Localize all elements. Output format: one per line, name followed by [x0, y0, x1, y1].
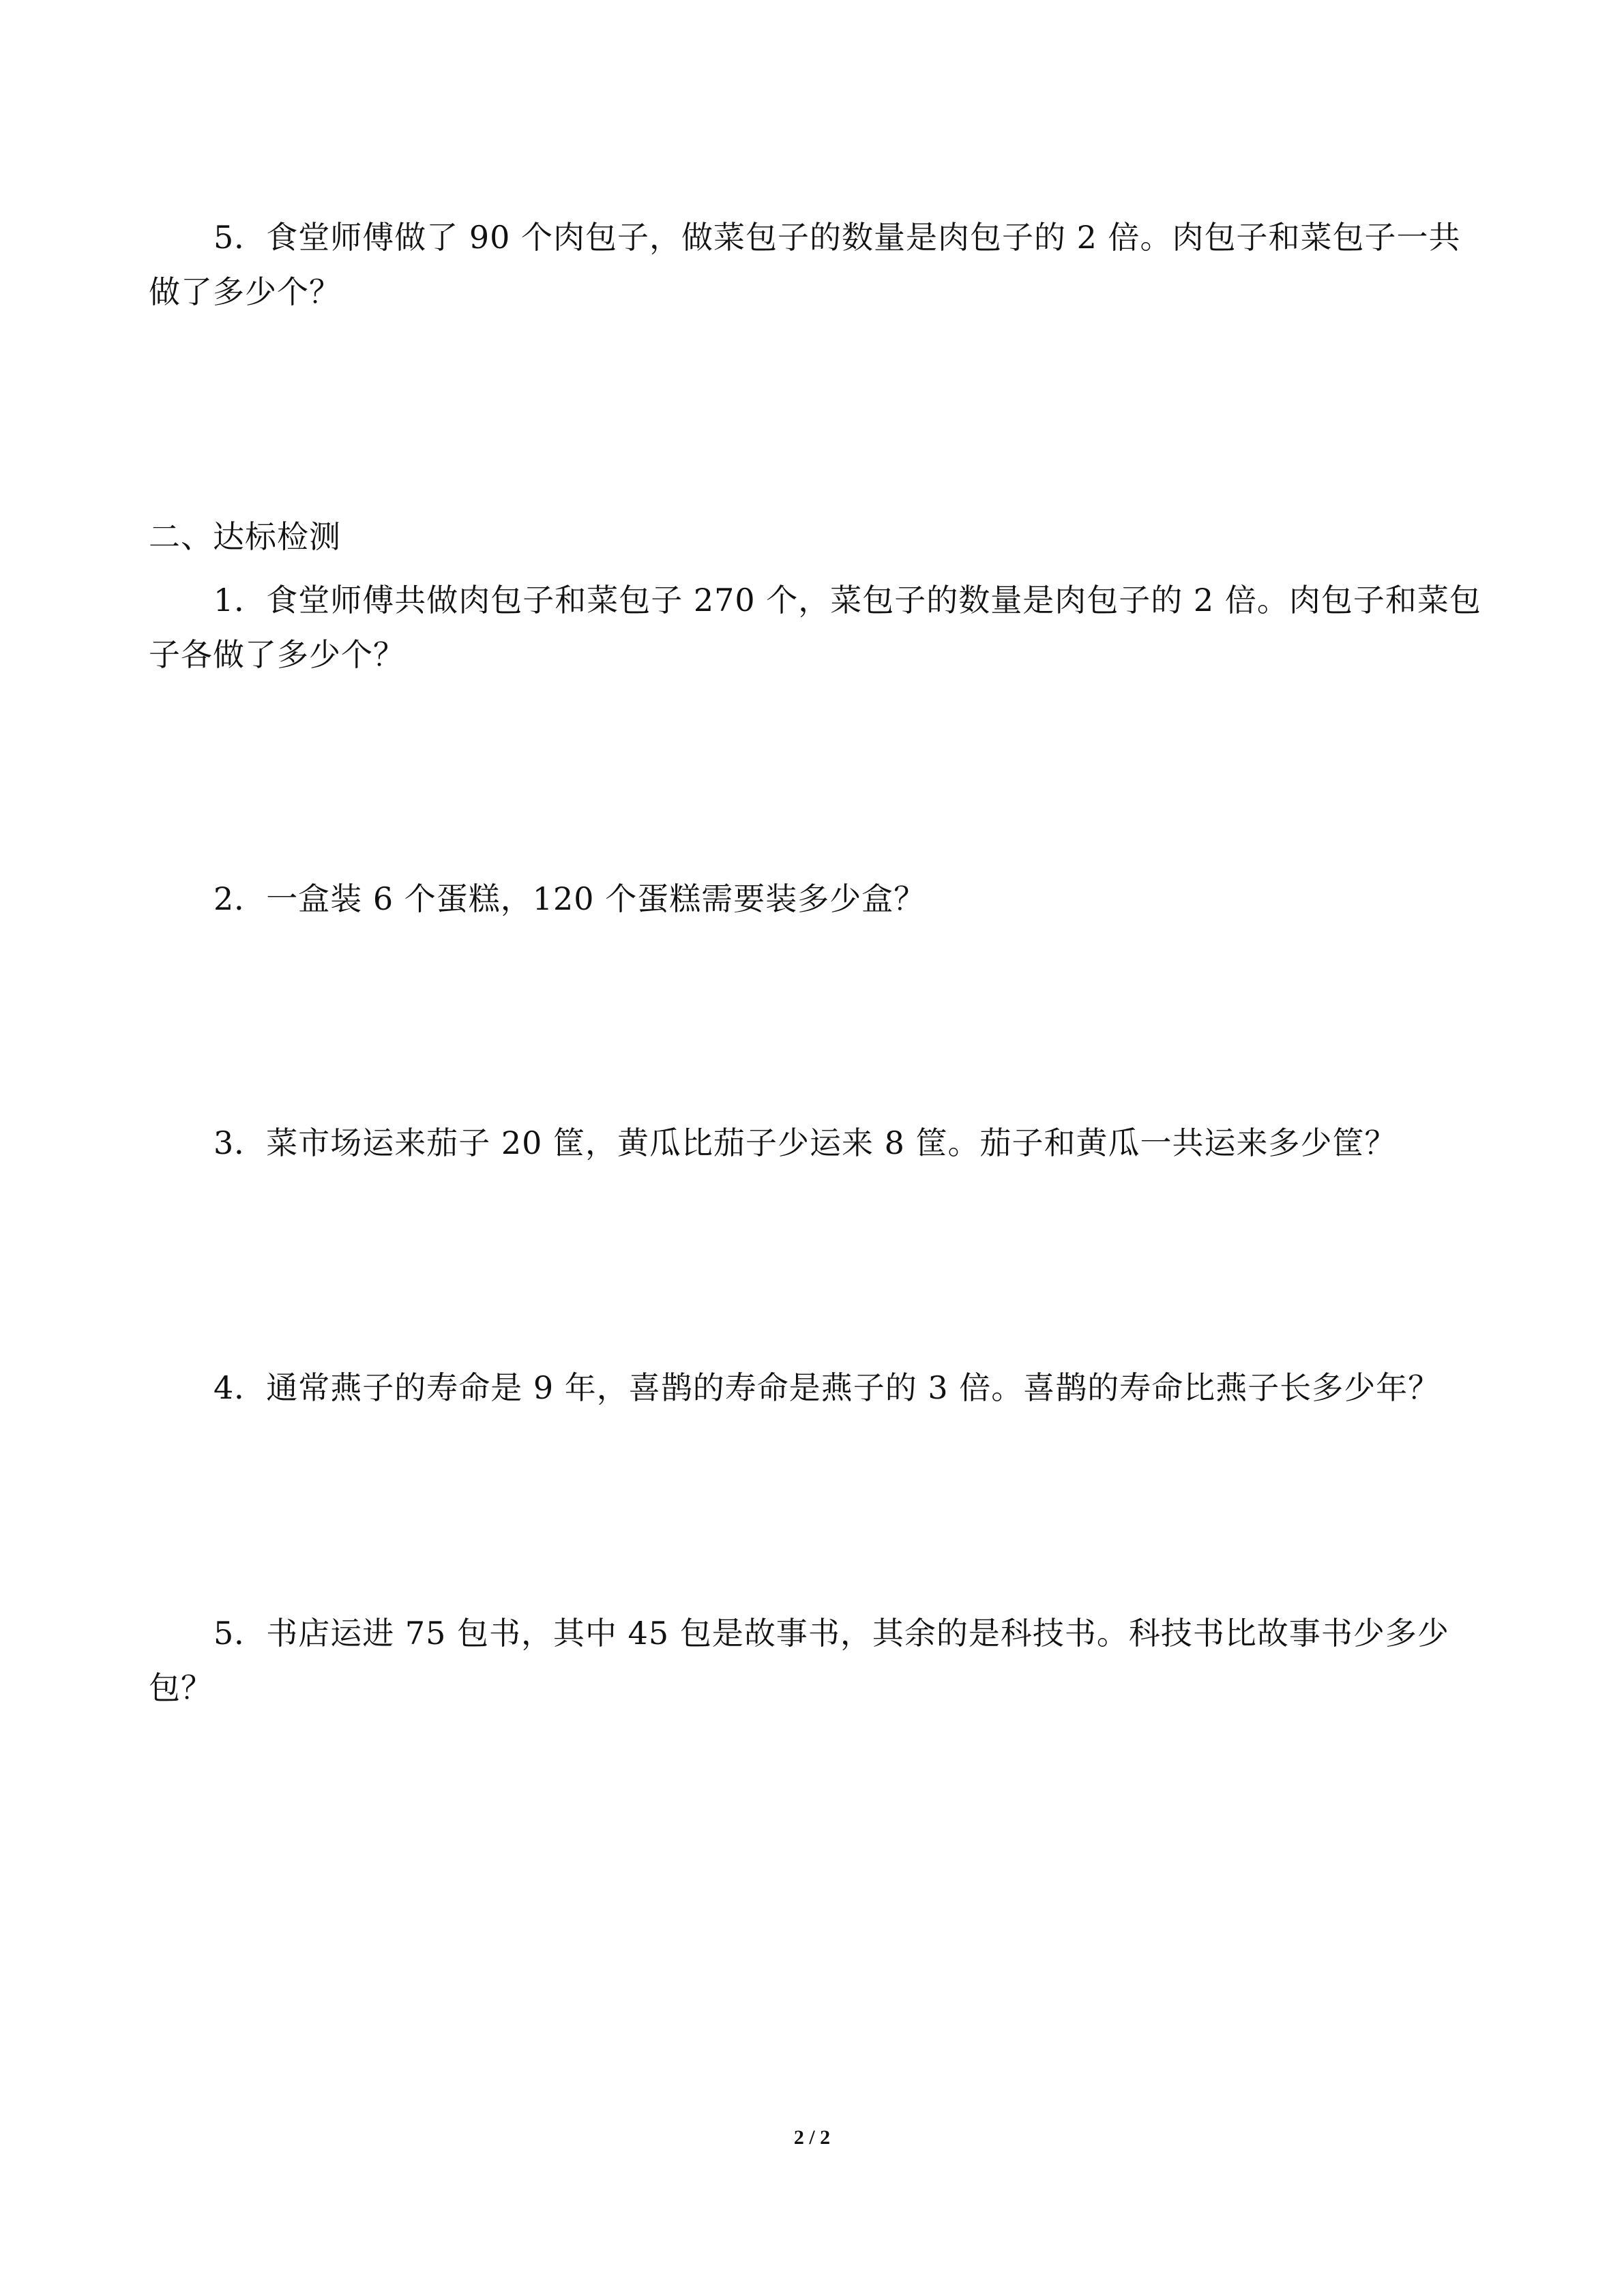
check-question-4: 4．通常燕子的寿命是 9 年，喜鹊的寿命是燕子的 3 倍。喜鹊的寿命比燕子长多少年？: [213, 1369, 1441, 1406]
check-question-5-line-2: 包？: [149, 1669, 213, 1706]
check-question-5-line-1: 5．书店运进 75 包书，其中 45 包是故事书，其余的是科技书。科技书比故事书少多少: [213, 1615, 1449, 1652]
check-question-1-line-2: 子各做了多少个？: [149, 636, 405, 673]
section-heading: 二、达标检测: [149, 518, 341, 555]
page-number: 2 / 2: [793, 2126, 831, 2149]
check-question-1-line-1: 1．食堂师傅共做肉包子和菜包子 270 个，菜包子的数量是肉包子的 2 倍。肉包子和菜包: [213, 582, 1481, 618]
check-question-2: 2．一盒装 6 个蛋糕，120 个蛋糕需要装多少盒？: [213, 880, 926, 917]
question-5-line-1: 5．食堂师傅做了 90 个肉包子，做菜包子的数量是肉包子的 2 倍。肉包子和菜包子一共: [213, 219, 1461, 256]
check-question-3: 3．菜市场运来茄子 20 筐，黄瓜比茄子少运来 8 筐。茄子和黄瓜一共运来多少筐？: [213, 1124, 1397, 1161]
question-5-line-2: 做了多少个？: [149, 273, 341, 310]
